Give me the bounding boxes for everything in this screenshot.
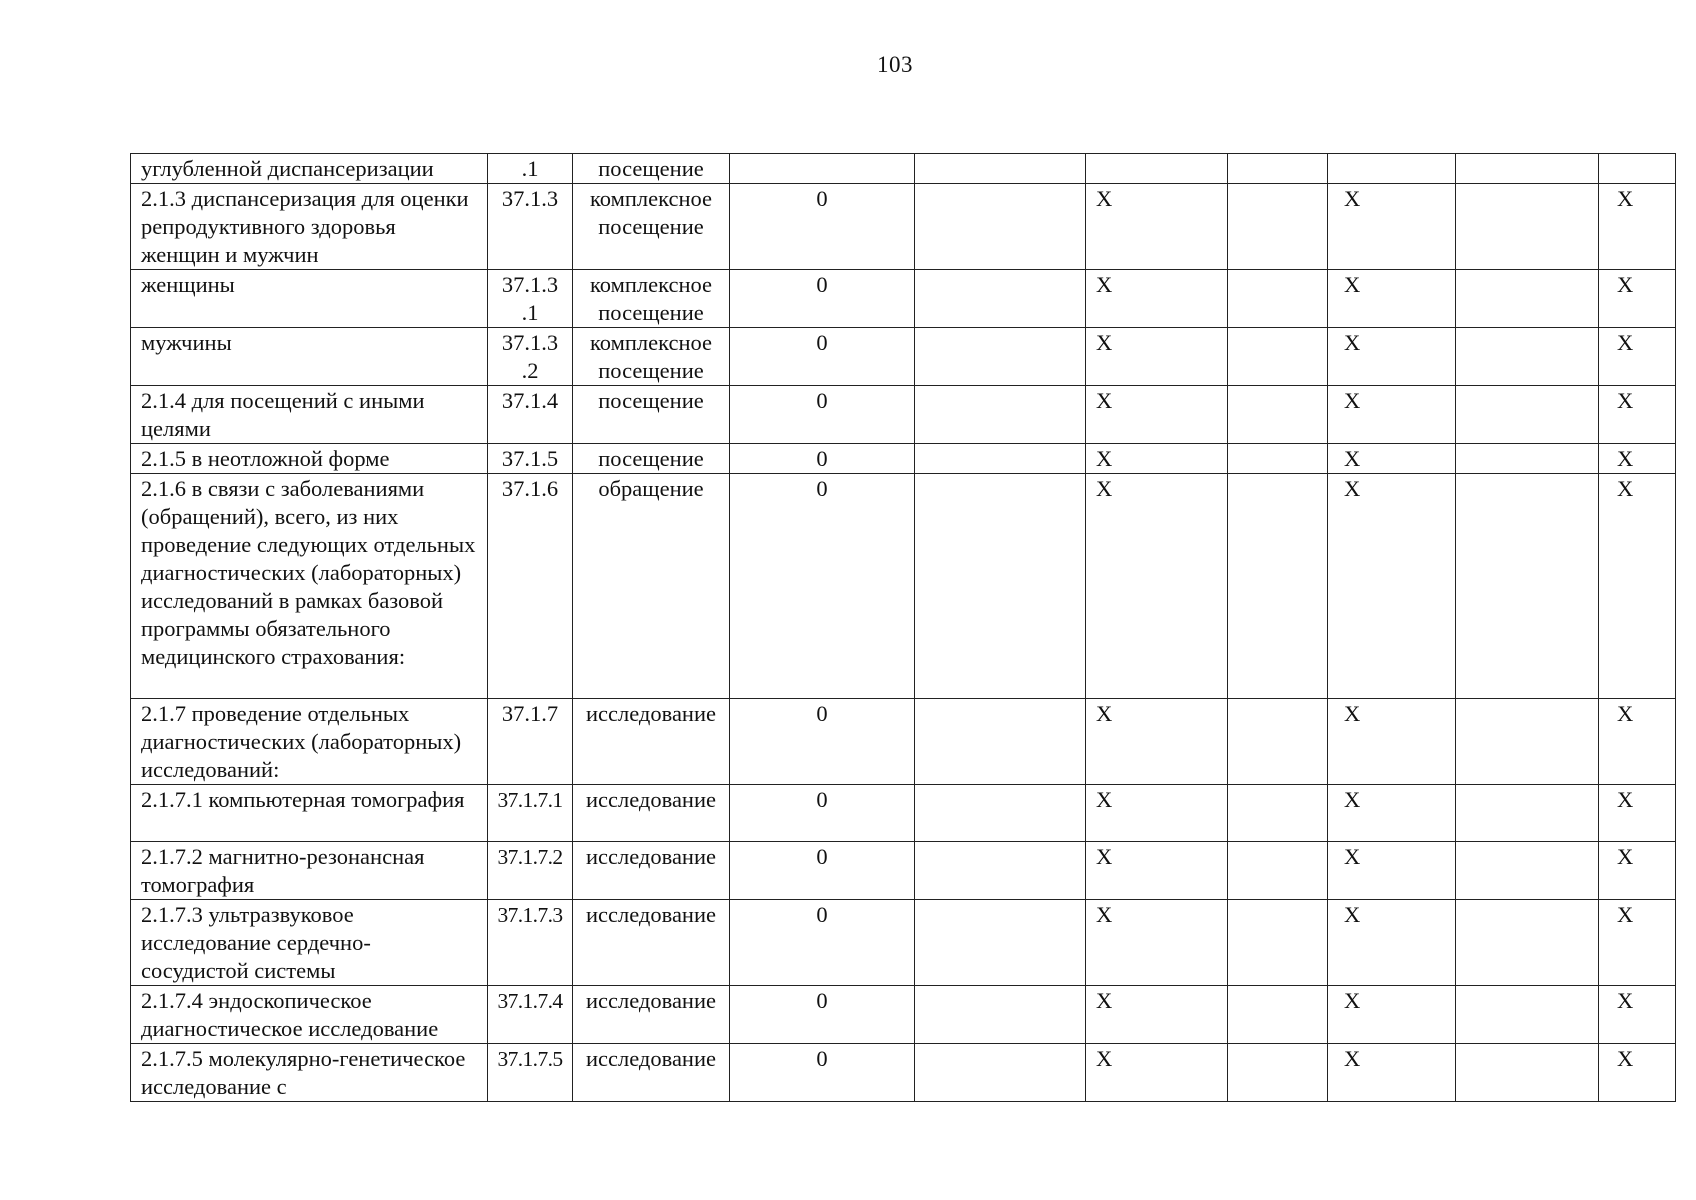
- row-name: углубленной диспансеризации: [131, 154, 488, 184]
- row-x-mark: Х: [1328, 986, 1456, 1044]
- row-code: [488, 1044, 573, 1102]
- row-x-mark: Х: [1599, 785, 1676, 842]
- row-unit: исследование: [573, 699, 730, 785]
- row-unit: посещение: [573, 444, 730, 474]
- row-empty-cell: [915, 1044, 1086, 1102]
- row-empty-cell: [1228, 842, 1328, 900]
- row-value: 0: [730, 328, 915, 386]
- row-x-mark: Х: [1328, 328, 1456, 386]
- row-unit: исследование: [573, 1044, 730, 1102]
- row-value: 0: [730, 270, 915, 328]
- row-code-text: 37.1.7.3: [497, 903, 563, 927]
- table-row: [131, 474, 1676, 699]
- row-empty-cell: [1228, 986, 1328, 1044]
- row-code: 37.1.3 .2: [488, 328, 573, 386]
- row-name: 2.1.5 в неотложной форме: [131, 444, 488, 474]
- row-empty-cell: [1228, 785, 1328, 842]
- row-value: 0: [730, 842, 915, 900]
- row-name: женщины: [131, 270, 488, 328]
- table-row: [131, 154, 1676, 184]
- row-unit: исследование: [573, 785, 730, 842]
- row-empty-cell: [1228, 154, 1328, 184]
- row-empty-cell: [1456, 386, 1599, 444]
- row-code-text: 37.1.7.1: [497, 788, 563, 812]
- row-value: 0: [730, 699, 915, 785]
- row-code: [488, 785, 573, 842]
- table-row: [131, 900, 1676, 986]
- row-x-mark: Х: [1599, 328, 1676, 386]
- row-empty-cell: [1456, 474, 1599, 699]
- row-x-mark: Х: [1086, 842, 1228, 900]
- row-empty-cell: [915, 474, 1086, 699]
- row-name: 2.1.7.1 компьютерная томография: [131, 785, 488, 842]
- row-empty-cell: [915, 270, 1086, 328]
- row-empty-cell: [1456, 270, 1599, 328]
- row-empty-cell: [915, 184, 1086, 270]
- row-x-mark: Х: [1328, 386, 1456, 444]
- row-name: 2.1.7.4 эндоскопическое диагностическое исследование: [131, 986, 488, 1044]
- row-empty-cell: [1228, 900, 1328, 986]
- row-x-mark: Х: [1599, 842, 1676, 900]
- row-code: [488, 986, 573, 1044]
- row-value: 0: [730, 444, 915, 474]
- row-empty-cell: [915, 386, 1086, 444]
- row-name: мужчины: [131, 328, 488, 386]
- row-empty-cell: [1456, 328, 1599, 386]
- row-unit: посещение: [573, 386, 730, 444]
- row-unit: исследование: [573, 986, 730, 1044]
- row-empty-cell: [1456, 1044, 1599, 1102]
- row-x-mark: Х: [1328, 1044, 1456, 1102]
- table-row: [131, 386, 1676, 444]
- row-empty-cell: [1228, 444, 1328, 474]
- row-empty-cell: [1228, 328, 1328, 386]
- page-number: 103: [877, 52, 913, 77]
- row-empty-cell: [1456, 444, 1599, 474]
- row-x-mark: Х: [1086, 386, 1228, 444]
- row-code: [488, 900, 573, 986]
- row-name: 2.1.7 проведение отдельных диагностических (лабораторных) исследований:: [131, 699, 488, 785]
- row-unit: комплексное посещение: [573, 184, 730, 270]
- row-empty-cell: [1456, 842, 1599, 900]
- row-x-mark: Х: [1328, 699, 1456, 785]
- row-code: [488, 842, 573, 900]
- row-code-text: 37.1.7.4: [497, 989, 563, 1013]
- row-name: 2.1.7.3 ультразвуковое исследование сердечно-сосудистой системы: [131, 900, 488, 986]
- row-value: 0: [730, 474, 915, 699]
- row-x-mark: Х: [1328, 184, 1456, 270]
- row-x-mark: Х: [1328, 474, 1456, 699]
- row-empty-cell: [1456, 154, 1599, 184]
- row-x-mark: Х: [1086, 328, 1228, 386]
- row-empty-cell: [1228, 1044, 1328, 1102]
- row-unit: исследование: [573, 900, 730, 986]
- row-name: 2.1.7.2 магнитно-резонансная томография: [131, 842, 488, 900]
- row-name: 2.1.3 диспансеризация для оценки репродуктивного здоровья женщин и мужчин: [131, 184, 488, 270]
- row-empty-cell: [1228, 699, 1328, 785]
- row-x-mark: [1328, 154, 1456, 184]
- row-code: 37.1.5: [488, 444, 573, 474]
- row-value: 0: [730, 1044, 915, 1102]
- row-empty-cell: [915, 900, 1086, 986]
- row-x-mark: Х: [1086, 699, 1228, 785]
- row-x-mark: Х: [1599, 900, 1676, 986]
- row-x-mark: Х: [1599, 386, 1676, 444]
- row-empty-cell: [915, 842, 1086, 900]
- row-value: 0: [730, 900, 915, 986]
- row-x-mark: Х: [1328, 900, 1456, 986]
- row-code-text: 37.1.7.5: [497, 1047, 563, 1071]
- row-x-mark: Х: [1086, 184, 1228, 270]
- row-x-mark: [1086, 154, 1228, 184]
- row-code: 37.1.7: [488, 699, 573, 785]
- row-x-mark: Х: [1086, 444, 1228, 474]
- row-x-mark: Х: [1599, 270, 1676, 328]
- row-x-mark: Х: [1086, 900, 1228, 986]
- row-empty-cell: [1228, 386, 1328, 444]
- row-empty-cell: [1456, 699, 1599, 785]
- row-empty-cell: [1456, 986, 1599, 1044]
- row-empty-cell: [1456, 900, 1599, 986]
- table-row: [131, 986, 1676, 1044]
- row-empty-cell: [915, 785, 1086, 842]
- table-row: [131, 184, 1676, 270]
- row-x-mark: Х: [1086, 270, 1228, 328]
- row-x-mark: Х: [1599, 986, 1676, 1044]
- row-value: 0: [730, 386, 915, 444]
- row-x-mark: Х: [1086, 986, 1228, 1044]
- row-empty-cell: [1228, 184, 1328, 270]
- row-value: 0: [730, 986, 915, 1044]
- row-code-text: 37.1.7.2: [497, 845, 563, 869]
- row-x-mark: Х: [1086, 474, 1228, 699]
- row-empty-cell: [915, 444, 1086, 474]
- table-row: [131, 328, 1676, 386]
- table-row: [131, 699, 1676, 785]
- row-name: 2.1.6 в связи с заболеваниями (обращений), всего, из них проведение следующих отдельных диагностических (лабораторных) исследований в рамках базовой программы обязательного медицинского страхования:: [131, 474, 488, 699]
- row-x-mark: Х: [1328, 785, 1456, 842]
- row-code: .1: [488, 154, 573, 184]
- row-empty-cell: [915, 154, 1086, 184]
- row-x-mark: Х: [1599, 1044, 1676, 1102]
- row-x-mark: Х: [1086, 1044, 1228, 1102]
- row-value: 0: [730, 184, 915, 270]
- row-value: [730, 154, 915, 184]
- table-row: [131, 444, 1676, 474]
- row-empty-cell: [1456, 184, 1599, 270]
- row-value: 0: [730, 785, 915, 842]
- row-empty-cell: [915, 328, 1086, 386]
- row-empty-cell: [1228, 270, 1328, 328]
- row-x-mark: Х: [1328, 270, 1456, 328]
- row-x-mark: Х: [1599, 474, 1676, 699]
- row-code: 37.1.6: [488, 474, 573, 699]
- row-empty-cell: [915, 699, 1086, 785]
- row-code: 37.1.3: [488, 184, 573, 270]
- row-empty-cell: [1456, 785, 1599, 842]
- row-x-mark: [1599, 154, 1676, 184]
- row-unit: обращение: [573, 474, 730, 699]
- row-code: 37.1.4: [488, 386, 573, 444]
- row-unit: посещение: [573, 154, 730, 184]
- row-empty-cell: [915, 986, 1086, 1044]
- row-name: 2.1.4 для посещений с иными целями: [131, 386, 488, 444]
- row-x-mark: Х: [1599, 184, 1676, 270]
- row-unit: комплексное посещение: [573, 270, 730, 328]
- row-x-mark: Х: [1599, 699, 1676, 785]
- table-row: [131, 1044, 1676, 1102]
- table-row: [131, 270, 1676, 328]
- program-volume-table: [130, 153, 1676, 1102]
- table-row: [131, 842, 1676, 900]
- row-x-mark: Х: [1328, 444, 1456, 474]
- row-unit: исследование: [573, 842, 730, 900]
- row-empty-cell: [1228, 474, 1328, 699]
- row-x-mark: Х: [1086, 785, 1228, 842]
- row-code: 37.1.3 .1: [488, 270, 573, 328]
- row-x-mark: Х: [1328, 842, 1456, 900]
- row-x-mark: Х: [1599, 444, 1676, 474]
- table-row: [131, 785, 1676, 842]
- row-name: 2.1.7.5 молекулярно-генетическое исследование с: [131, 1044, 488, 1102]
- row-unit: комплексное посещение: [573, 328, 730, 386]
